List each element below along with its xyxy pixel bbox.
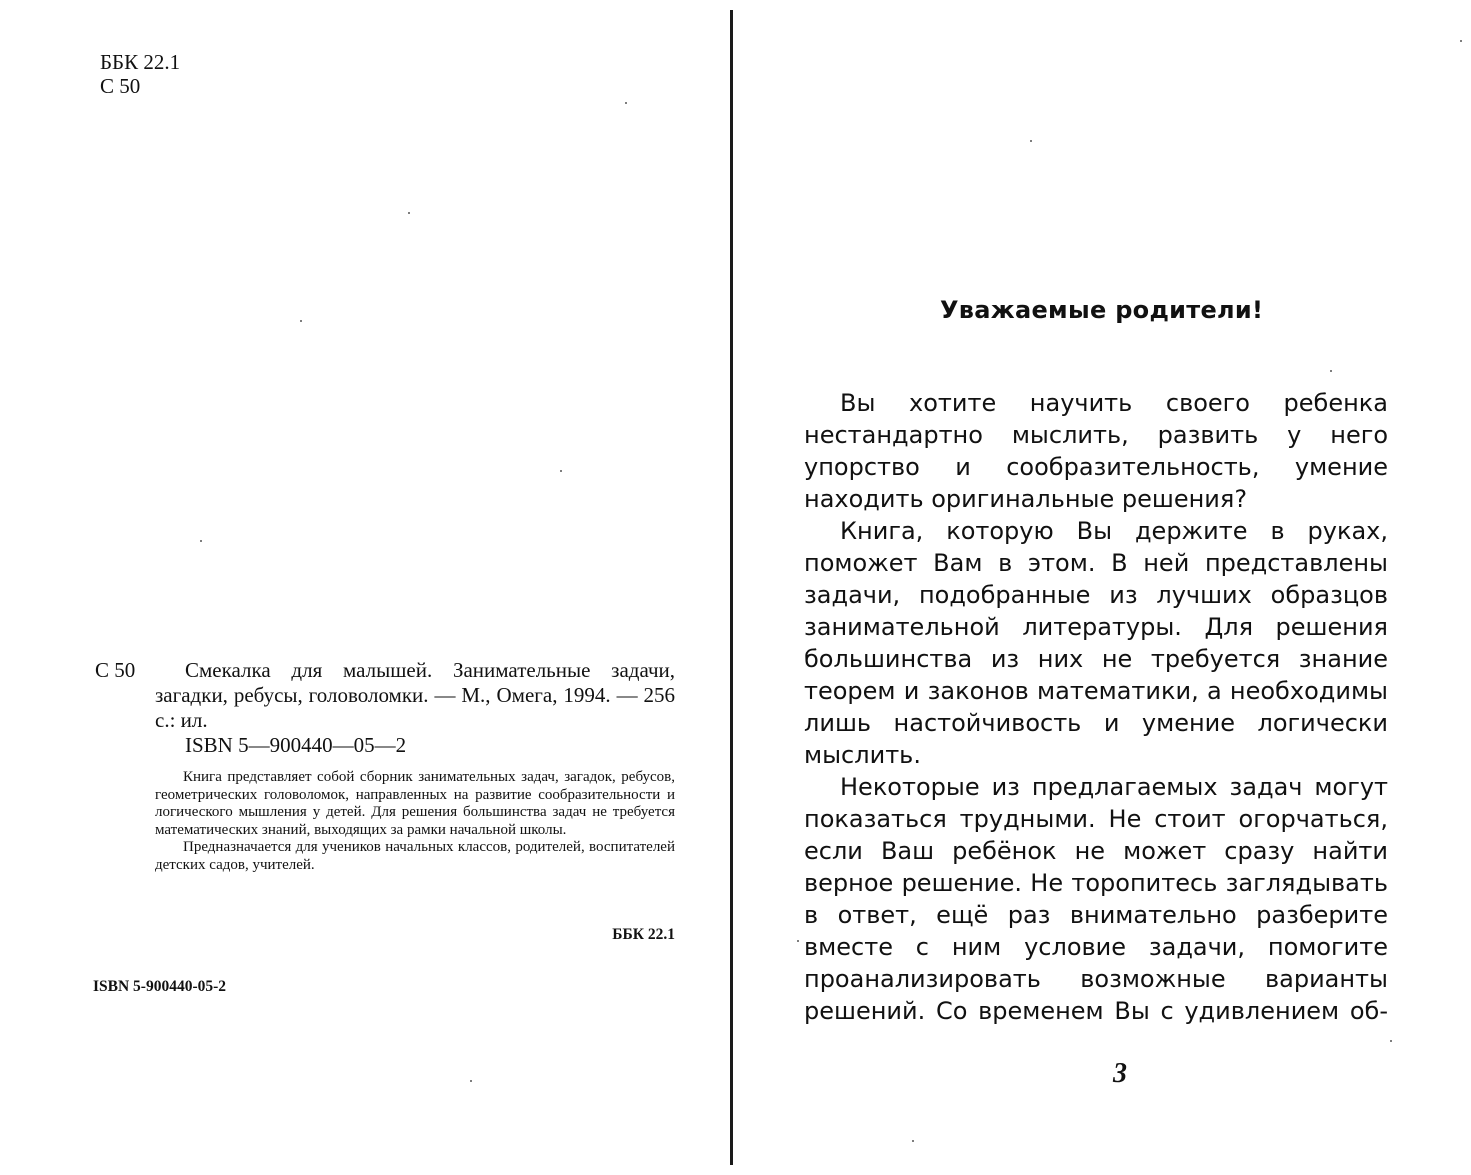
body-text (804, 387, 1388, 1027)
scan-speck (470, 1080, 472, 1082)
scan-speck (1390, 1040, 1392, 1042)
annotation-paragraph: Книга представляет собой сборник занимательных задач, загадок, ребусов, геометрических головоломок, направленных на развитие сообразительности и логического мышления у детей. Для решения большинства задач не требуется математических знаний, выходящих за рамки начальной школы. (155, 769, 675, 838)
annotation (155, 769, 675, 874)
scan-speck (560, 470, 562, 472)
scan-speck (300, 320, 302, 322)
bbk-code: ББК 22.1 (100, 50, 181, 74)
page-heading: Уважаемые родители! (940, 296, 1264, 324)
scan-speck (1030, 140, 1032, 142)
body-paragraph: Книга, которую Вы держите в руках, поможет Вам в этом. В ней представлены задачи, подобранные из лучших образцов занимательной литературы. Для решения большинства из них не требуется знание теорем и законов математики, а необходимы лишь настойчивость и умение логически мыслить. (804, 517, 1388, 769)
bbk-footer: ББК 22.1 (612, 926, 675, 943)
catalog-isbn: ISBN 5—900440—05—2 (185, 733, 407, 757)
scan-speck (797, 940, 799, 942)
scan-speck (1460, 40, 1462, 42)
left-page (0, 0, 730, 1175)
catalog-entry (155, 658, 675, 758)
body-paragraph: Вы хотите научить своего ребенка нестандартно мыслить, развить у него упорство и сообразительность, умение находить оригинальные решения? (804, 389, 1388, 513)
author-mark: С 50 (100, 74, 141, 98)
annotation-paragraph: Предназначается для учеников начальных классов, родителей, воспитателей детских садов, учителей. (155, 839, 675, 873)
bbk-header (100, 50, 180, 98)
body-paragraph: Некоторые из предлагаемых задач могут показаться трудными. Не стоит огорчаться, если Ваш ребёнок не может сразу найти верное решение. Не торопитесь заглядывать в ответ, ещё раз внимательно разберите вместе с ним условие задачи, помогите проанализировать возможные варианты решений. Со временем Вы с удивлением об- (804, 773, 1388, 1025)
isbn-footer: ISBN 5-900440-05-2 (93, 978, 227, 995)
scan-speck (1330, 370, 1332, 372)
scan-speck (625, 102, 627, 104)
catalog-code: С 50 (95, 658, 136, 682)
scan-speck (912, 1140, 914, 1142)
page-number: 3 (1113, 1058, 1127, 1089)
catalog-description: Смекалка для малышей. Занимательные задачи, загадки, ребусы, головоломки. — М., Омега, 1994. — 256 с.: ил. (155, 658, 675, 732)
scan-speck (408, 212, 410, 214)
scan-speck (200, 540, 202, 542)
